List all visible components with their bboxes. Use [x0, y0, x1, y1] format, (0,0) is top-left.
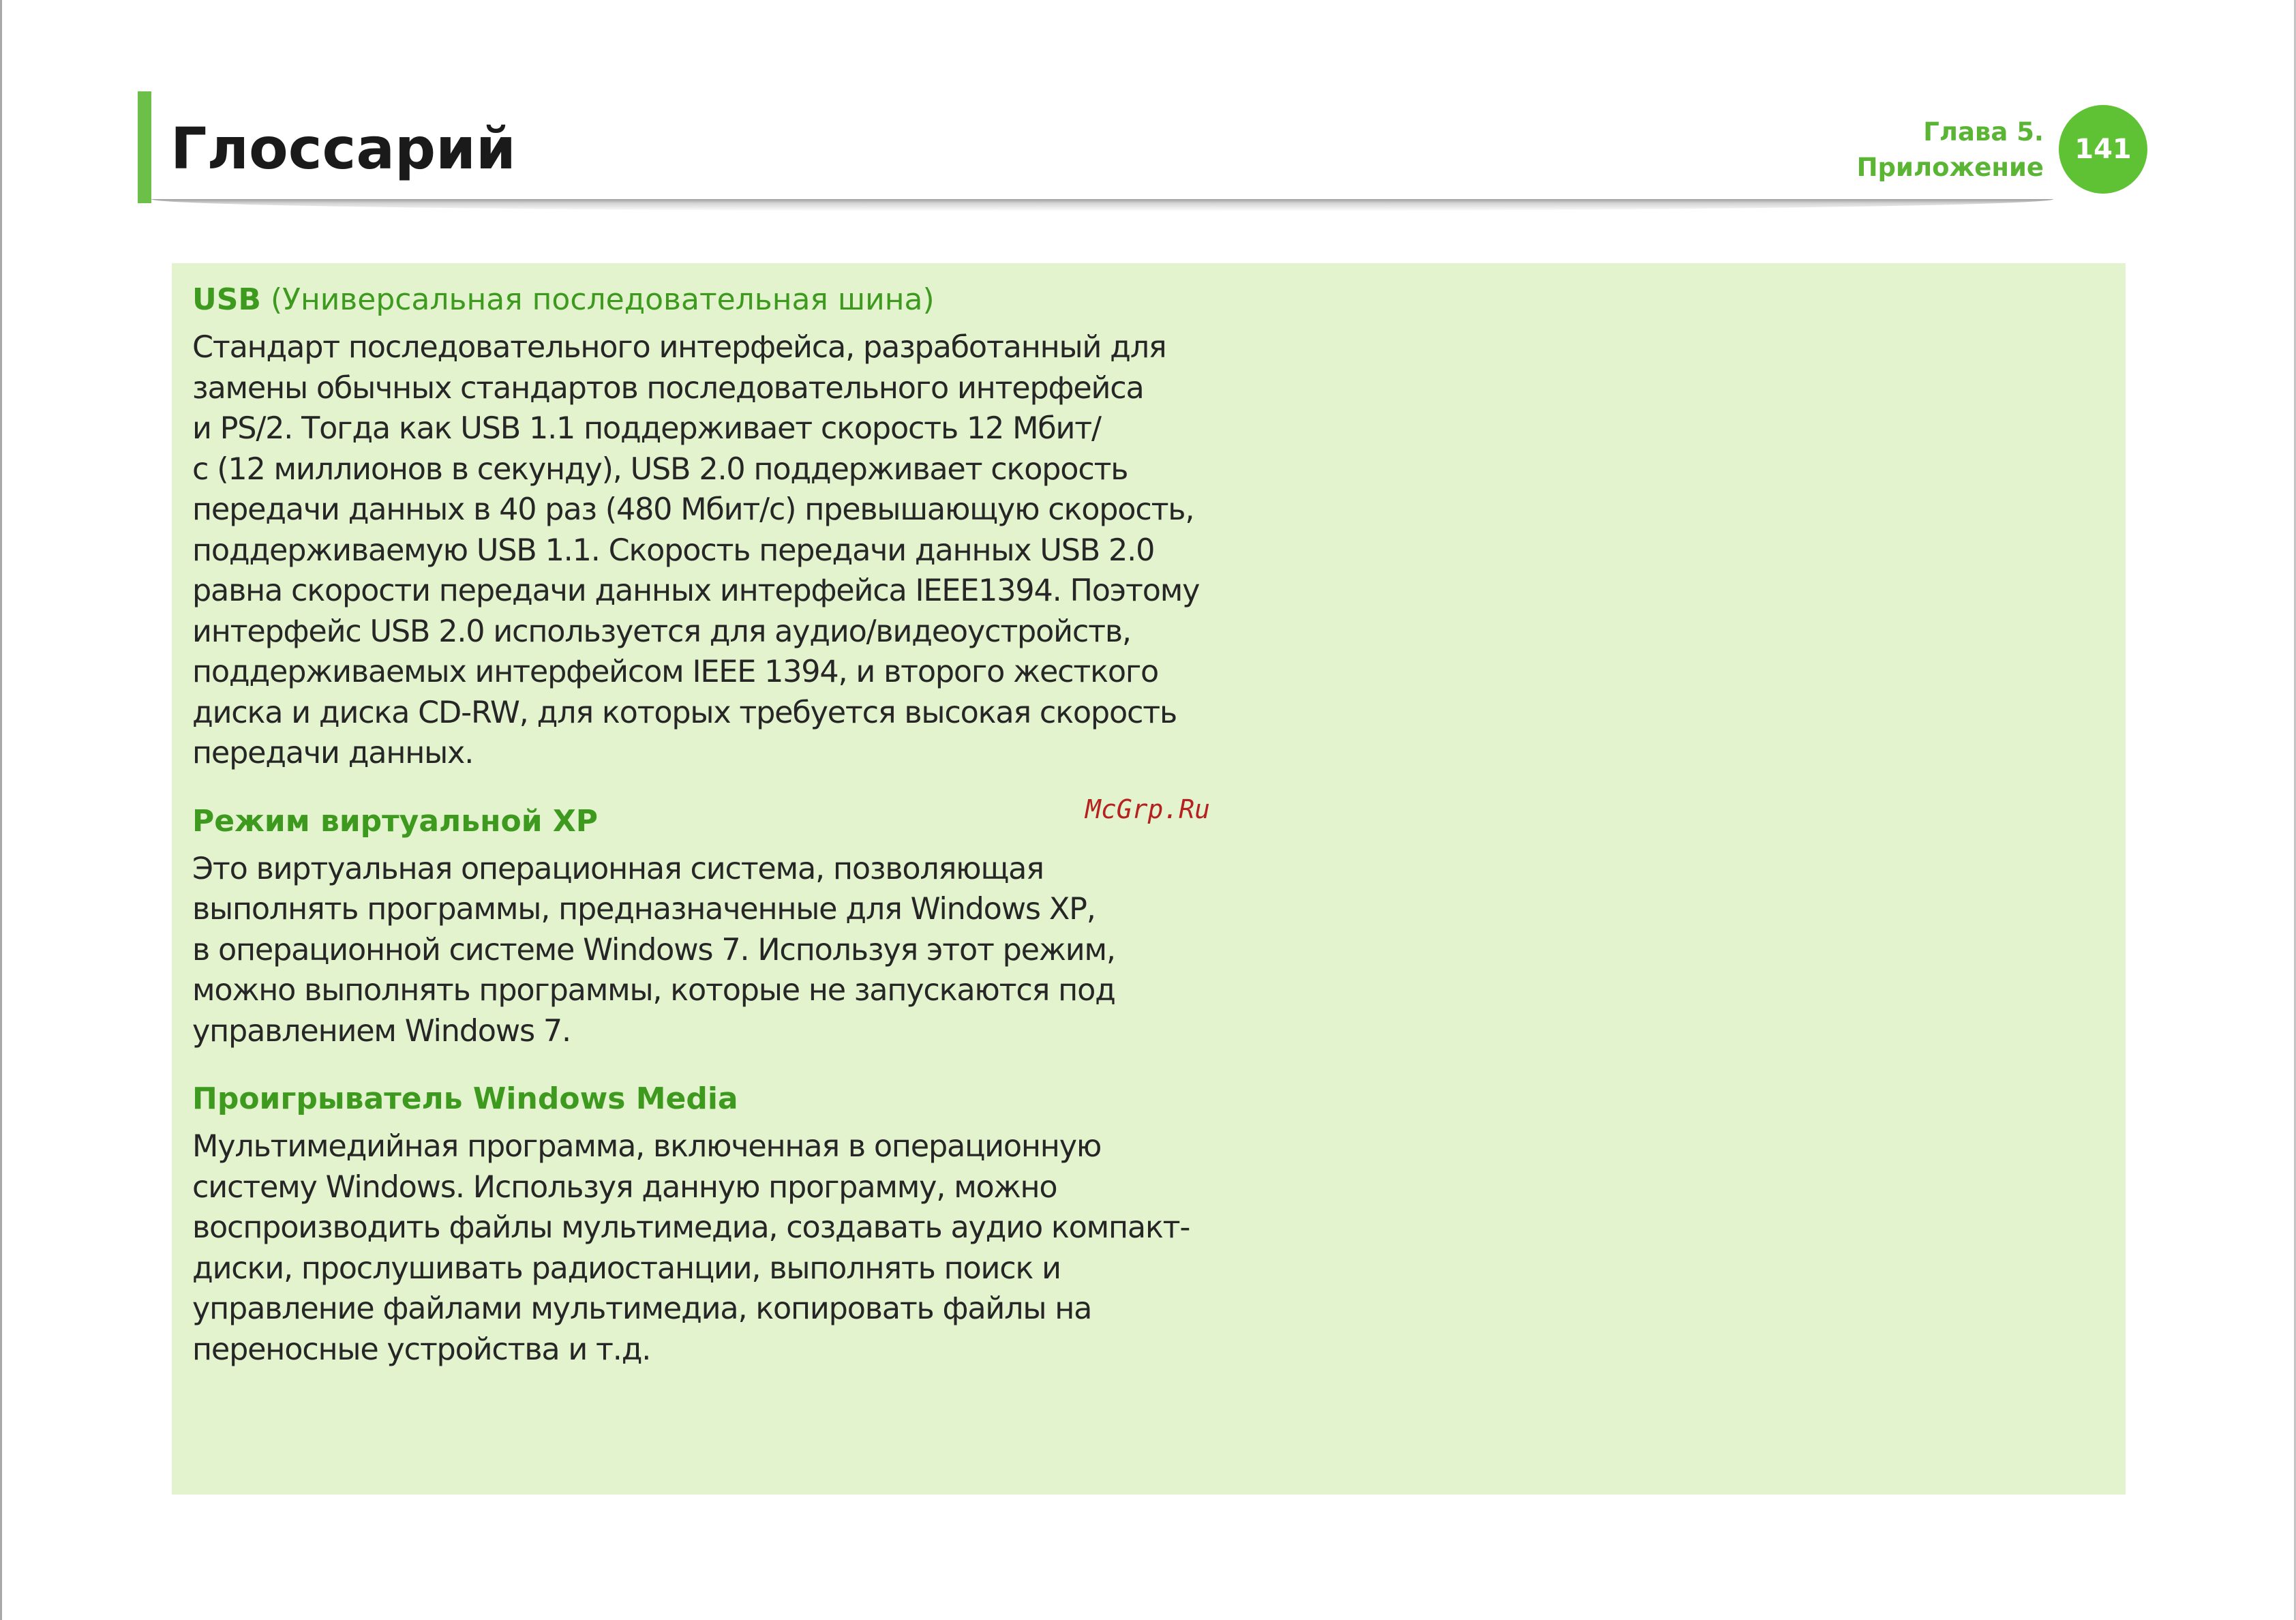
page-edge-left: [0, 0, 2, 1620]
entry-definition: [192, 327, 1200, 774]
glossary-entry-windows-media-player: [192, 1075, 1190, 1370]
term-name: USB: [192, 282, 261, 317]
definition-line: управлением Windows 7.: [192, 1013, 571, 1049]
definition-line: выполнять программы, предназначенные для Windows XP,: [192, 892, 1096, 927]
definition-line: воспроизводить файлы мультимедиа, создавать аудио компакт-: [192, 1210, 1190, 1245]
definition-line: управление файлами мультимедиа, копировать файлы на: [192, 1291, 1092, 1326]
entry-term: [192, 275, 1174, 325]
glossary-entries: [192, 275, 1200, 1370]
definition-line: интерфейс USB 2.0 используется для аудио/видеоустройств,: [192, 614, 1131, 649]
term-expansion: (Универсальная последовательная шина): [270, 282, 935, 317]
page-number-badge: 141: [2059, 105, 2147, 194]
definition-line: и PS/2. Тогда как USB 1.1 поддерживает скорость 12 Мбит/: [192, 411, 1101, 446]
definition-line: в операционной системе Windows 7. Используя этот режим,: [192, 932, 1115, 967]
watermark: McGrp.Ru: [1085, 794, 1211, 824]
chapter-number: Глава 5.: [1923, 117, 2044, 147]
definition-line: можно выполнять программы, которые не запускаются под: [192, 973, 1115, 1008]
definition-line: поддерживаемую USB 1.1. Скорость передачи данных USB 2.0: [192, 532, 1155, 568]
definition-line: передачи данных.: [192, 736, 474, 770]
definition-line: Это виртуальная операционная система, позволяющая: [192, 851, 1044, 886]
chapter-label: [1857, 115, 2044, 185]
definition-line: равна скорости передачи данных интерфейса IEEE1394. Поэтому: [192, 573, 1200, 608]
entry-definition: [192, 1126, 1190, 1370]
entry-definition: [192, 849, 1174, 1052]
definition-line: передачи данных в 40 раз (480 Мбит/с) превышающую скорость,: [192, 492, 1194, 527]
definition-line: Мультимедийная программа, включенная в операционную: [192, 1129, 1102, 1164]
definition-line: диска и диска CD-RW, для которых требуется высокая скорость: [192, 695, 1177, 730]
definition-line: замены обычных стандартов последовательного интерфейса: [192, 370, 1144, 406]
definition-line: систему Windows. Используя данную программу, можно: [192, 1169, 1057, 1205]
title-accent-bar: [138, 91, 151, 203]
glossary-entry-usb: [192, 275, 1200, 774]
entry-term: [192, 797, 1174, 846]
title-divider: [151, 199, 2053, 211]
term-name: Проигрыватель Windows Media: [192, 1081, 738, 1116]
entry-term: [192, 1075, 1174, 1124]
definition-line: диски, прослушивать радиостанции, выполнять поиск и: [192, 1250, 1061, 1286]
definition-line: поддерживаемых интерфейсом IEEE 1394, и второго жесткого: [192, 655, 1159, 689]
page-title: Глоссарий: [170, 115, 516, 182]
chapter-name: Приложение: [1856, 153, 2044, 182]
term-name: Режим виртуальной XP: [192, 803, 599, 839]
glossary-entry-virtual-xp: [192, 797, 1174, 1052]
definition-line: с (12 миллионов в секунду), USB 2.0 поддерживает скорость: [192, 451, 1128, 487]
definition-line: переносные устройства и т.д.: [192, 1332, 651, 1367]
definition-line: Стандарт последовательного интерфейса, разработанный для: [192, 330, 1166, 365]
